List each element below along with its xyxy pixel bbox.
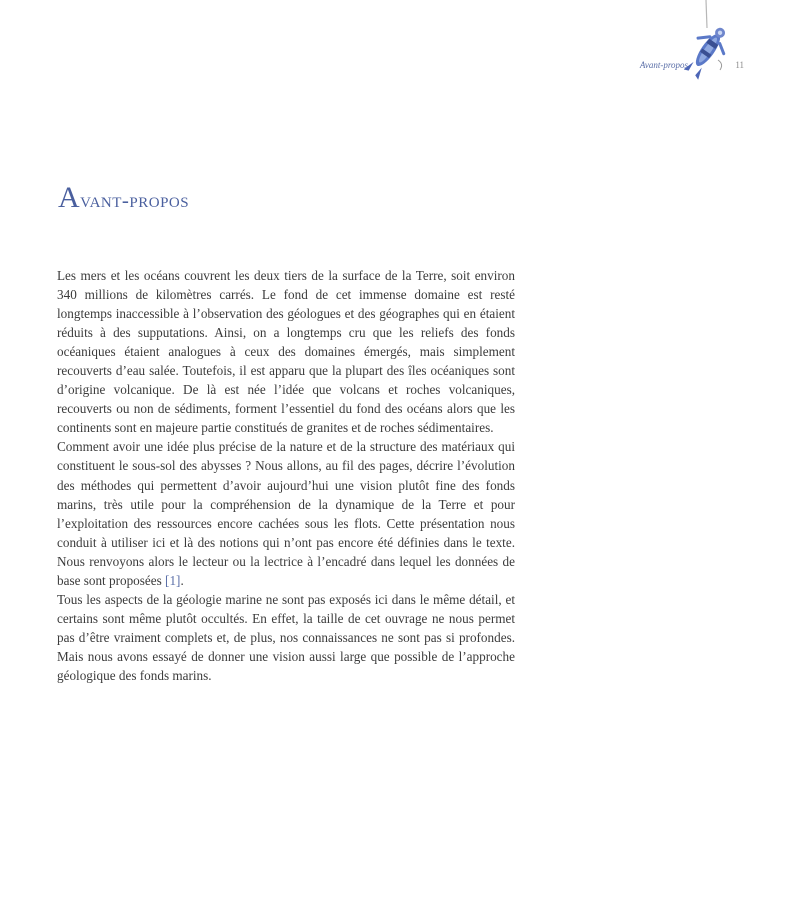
reference-after: . (180, 572, 184, 588)
chapter-title-rest: vant-propos (80, 188, 190, 212)
chapter-title (58, 180, 189, 216)
paragraph: Tous les aspects de la géologie marine ne sont pas exposés ici dans le même détail, et certains sont même plutôt occultés. En effet, la taille de cet ouvrage ne nous permet pas d’être vraiment complets et, de plus, nos connaissances ne sont pas si profondes. Mais nous avons essayé de donner une vision aussi large que possible de l’approche géologique des fonds marins. (57, 591, 515, 683)
paragraph-with-reference (57, 437, 515, 589)
page-number: 11 (735, 60, 744, 70)
body-text (57, 266, 515, 685)
paragraph-text: Comment avoir une idée plus précise de la nature et de la structure des matériaux qui constituent le sous-sol des abysses ? Nous allons, au fil des pages, décrire l’évolution des méthodes qui permettent d’avoir aujourd’hui une vision plutôt fine des fonds marins, très utile pour la compréhension de la dynamique de la Terre et pour l’exploitation des ressources encore cachées sous les flots. Cette présentation nous conduit à utiliser ici et là des notions qui n’ont pas encore été définies dans le texte. Nous renvoyons alors le lecteur ou la lectrice à l’encadré dans lequel les données de base sont proposées (57, 439, 515, 588)
running-title: Avant-propos (639, 60, 688, 70)
paragraph: Les mers et les océans couvrent les deux tiers de la surface de la Terre, soit environ 340 millions de kilomètres carrés. Le fond de cet immense domaine est resté longtemps inaccessible à l’observation des géologues et des géographes qui en étaient réduits à des supputations. Ainsi, on a longtemps cru que les reliefs des fonds océaniques étaient analogues à ceux des domaines émergés, mais simplement recouverts d’eau salée. Toutefois, il est apparu que la plupart des îles océaniques sont d’origine volcanique. De là est née l’idée que volcans et roches volcaniques, recouverts ou non de sédiments, forment l’essentiel du fond des océans alors que les continents sont en majeure partie constitués de granites et de roches sédimentaires. (57, 268, 515, 436)
chapter-title-initial: A (58, 181, 81, 214)
reference-marker[interactable]: [1] (165, 572, 181, 588)
diver-icon (684, 0, 728, 82)
